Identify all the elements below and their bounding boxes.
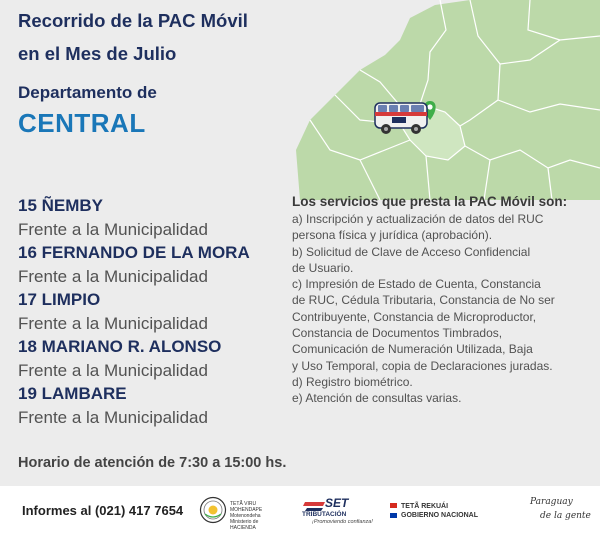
opening-hours: Horario de atención de 7:30 a 15:00 hs.	[18, 455, 287, 471]
stop-item	[18, 384, 298, 431]
set-logo-subtitle: TRIBUTACIÓN	[302, 511, 347, 518]
stop-item	[18, 243, 298, 290]
stop-item	[18, 290, 298, 337]
service-line: Constancia de Documentos Timbrados,	[292, 326, 503, 341]
stop-name: 15 ÑEMBY	[18, 196, 104, 215]
stop-item	[18, 196, 298, 243]
service-line: persona física y jurídica (aprobación).	[292, 228, 493, 243]
stop-place: Frente a la Municipalidad	[18, 267, 208, 286]
stop-place: Frente a la Municipalidad	[18, 408, 208, 427]
stop-name: 18 MARIANO R. ALONSO	[18, 337, 222, 356]
stop-item	[18, 337, 298, 384]
service-line: c) Impresión de Estado de Cuenta, Constancia	[292, 277, 541, 292]
service-line: e) Atención de consultas varias.	[292, 391, 462, 406]
stop-name: 19 LAMBARE	[18, 384, 127, 403]
paraguay-seal-icon	[199, 496, 227, 524]
stop-name: 17 LIMPIO	[18, 290, 101, 309]
flag-icon	[390, 503, 397, 518]
service-line: Comunicación de Numeración Utilizada, Baja	[292, 342, 533, 357]
service-line: d) Registro biométrico.	[292, 374, 413, 389]
ministry-text: TETÃ VIRU MOHENDAPE Motenondeha Ministerio de HACIENDA	[230, 501, 263, 531]
stops-list	[18, 196, 298, 431]
stop-place: Frente a la Municipalidad	[18, 314, 208, 333]
bus-icon	[372, 100, 432, 136]
set-logo-word: SET	[325, 496, 349, 510]
department-name: CENTRAL	[18, 108, 146, 138]
footer	[0, 486, 600, 538]
title-line-3: Departamento de	[18, 83, 157, 102]
stop-name: 16 FERNANDO DE LA MORA	[18, 243, 250, 262]
title-line-1: Recorrido de la PAC Móvil	[18, 10, 248, 31]
service-line: Contribuyente, Constancia de Microproductor,	[292, 309, 537, 324]
gobierno-line-2: GOBIERNO NACIONAL	[401, 512, 478, 519]
set-logo-tagline: ¡Promoviendo confianza!	[312, 519, 373, 525]
stop-place: Frente a la Municipalidad	[18, 361, 208, 380]
stop-place: Frente a la Municipalidad	[18, 220, 208, 239]
service-line: de Usuario.	[292, 260, 354, 275]
service-line: de RUC, Cédula Tributaria, Constancia de No ser	[292, 293, 555, 308]
slogan-line-1: Paraguay	[530, 497, 573, 507]
contact-phone: Informes al (021) 417 7654	[22, 503, 184, 518]
service-line: b) Solicitud de Clave de Acceso Confidencial	[292, 244, 531, 259]
services-section	[292, 193, 592, 407]
service-line: y Uso Temporal, copia de Declaraciones juradas.	[292, 358, 553, 373]
slogan-line-2: de la gente	[540, 511, 591, 521]
gobierno-line-1: TETÃ REKUÁI	[401, 503, 449, 510]
service-line: a) Inscripción y actualización de datos del RUC	[292, 212, 544, 226]
services-title: Los servicios que presta la PAC Móvil son:	[292, 194, 568, 209]
title-line-2: en el Mes de Julio	[18, 43, 177, 64]
